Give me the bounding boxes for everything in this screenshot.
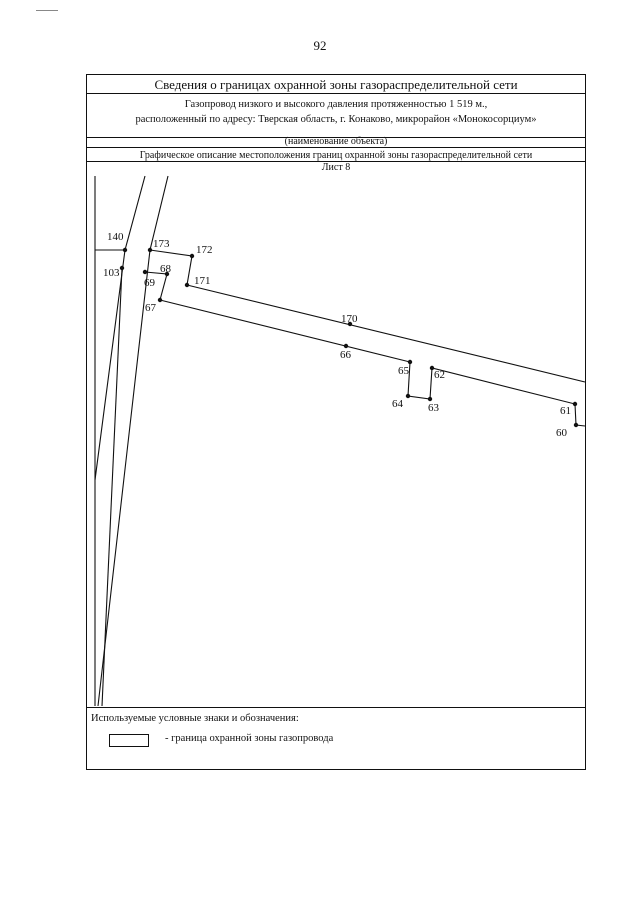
object-description-line-2: расположенный по адресу: Тверская область, г. Конаково, микрорайон «Монокосорциум»: [135, 114, 537, 125]
label-point-62: 62: [434, 369, 445, 381]
point-63: [428, 397, 432, 401]
point-140: [123, 248, 127, 252]
point-67: [158, 298, 162, 302]
point-173: [148, 248, 152, 252]
point-61: [573, 402, 577, 406]
object-description-line-1: Газопровод низкого и высокого давления протяженностью 1 519 м.,: [184, 99, 488, 110]
label-point-61: 61: [560, 405, 571, 417]
sheet-label: Лист 8: [321, 162, 351, 173]
label-point-60: 60: [556, 427, 567, 439]
page-number: 92: [313, 38, 327, 53]
boundary-line-east-street: [98, 176, 168, 706]
label-point-66: 66: [340, 349, 351, 361]
label-point-170: 170: [341, 313, 358, 325]
boundary-line-inner: [102, 268, 122, 706]
label-point-171: 171: [194, 275, 211, 287]
point-171: [185, 283, 189, 287]
point-65: [408, 360, 412, 364]
label-point-68: 68: [160, 263, 171, 275]
object-caption: (наименование объекта): [284, 136, 388, 147]
label-point-103: 103: [103, 267, 120, 279]
label-point-63: 63: [428, 402, 439, 414]
label-point-67: 67: [145, 302, 156, 314]
label-point-172: 172: [196, 244, 213, 256]
legend-boundary-label: - граница охранной зоны газопровода: [165, 733, 334, 744]
label-point-140: 140: [107, 231, 124, 243]
legend-header: Используемые условные знаки и обозначения:: [91, 713, 299, 724]
section-title: Графическое описание местоположения границ охранной зоны газораспределительной сети: [139, 150, 533, 161]
point-64: [406, 394, 410, 398]
label-point-69: 69: [144, 277, 155, 289]
point-103: [120, 266, 124, 270]
map-point-labels: [103, 231, 571, 439]
label-point-173: 173: [153, 238, 170, 250]
point-69: [143, 270, 147, 274]
boundary-line-west: [95, 176, 145, 480]
boundary-line-north: [150, 250, 585, 382]
boundary-line-south: [145, 272, 585, 426]
point-66: [344, 344, 348, 348]
map-lines: [95, 176, 585, 706]
sheet-title: Сведения о границах охранной зоны газораспределительной сети: [154, 77, 518, 92]
label-point-64: 64: [392, 398, 403, 410]
label-point-65: 65: [398, 365, 409, 377]
point-172: [190, 254, 194, 258]
point-60: [574, 423, 578, 427]
